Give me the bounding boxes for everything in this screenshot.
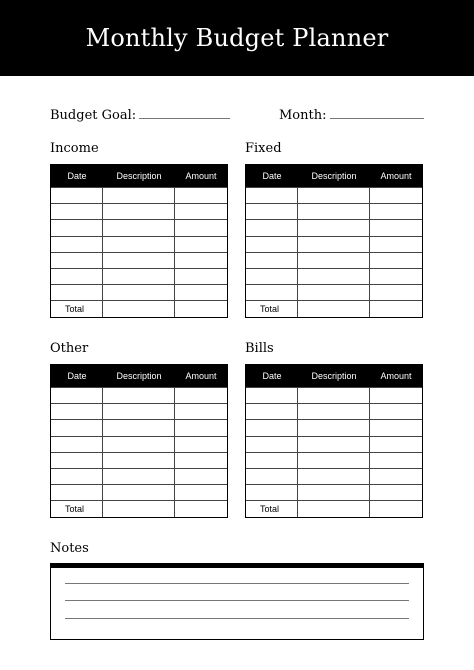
table-row[interactable] xyxy=(51,403,227,419)
table-header xyxy=(246,165,422,187)
table-row[interactable] xyxy=(246,484,422,500)
fixed-table xyxy=(245,164,423,318)
table-row[interactable] xyxy=(51,284,227,300)
budget-goal-field[interactable] xyxy=(50,108,230,123)
budget-goal-label: Budget Goal: xyxy=(50,108,137,123)
col-amount: Amount xyxy=(185,171,217,181)
table-row[interactable] xyxy=(51,252,227,268)
notes-line[interactable] xyxy=(65,618,409,619)
header-banner xyxy=(0,0,474,76)
col-description: Description xyxy=(116,371,162,381)
table-row[interactable] xyxy=(51,387,227,403)
table-row[interactable] xyxy=(246,403,422,419)
month-field[interactable] xyxy=(279,108,424,123)
month-label: Month: xyxy=(279,108,327,123)
table-row[interactable] xyxy=(246,468,422,484)
total-row[interactable] xyxy=(51,500,227,516)
table-row[interactable] xyxy=(51,484,227,500)
income-title: Income xyxy=(50,141,99,156)
table-row[interactable] xyxy=(51,236,227,252)
page-title: Monthly Budget Planner xyxy=(85,24,389,52)
notes-line[interactable] xyxy=(65,583,409,584)
table-row[interactable] xyxy=(246,252,422,268)
bills-table xyxy=(245,364,423,518)
table-row[interactable] xyxy=(51,468,227,484)
table-row[interactable] xyxy=(51,203,227,219)
table-row[interactable] xyxy=(51,219,227,235)
other-title: Other xyxy=(50,341,89,356)
table-row[interactable] xyxy=(246,436,422,452)
col-date: Date xyxy=(262,171,282,181)
income-table xyxy=(50,164,228,318)
total-label: Total xyxy=(51,501,103,516)
table-row[interactable] xyxy=(51,187,227,203)
fixed-title: Fixed xyxy=(245,141,282,156)
table-row[interactable] xyxy=(51,452,227,468)
col-date: Date xyxy=(67,171,87,181)
total-label: Total xyxy=(246,501,298,516)
notes-title: Notes xyxy=(50,541,89,556)
table-row[interactable] xyxy=(246,219,422,235)
total-label: Total xyxy=(246,301,298,316)
table-header xyxy=(51,165,227,187)
month-line[interactable] xyxy=(330,117,425,119)
table-row[interactable] xyxy=(246,419,422,435)
col-amount: Amount xyxy=(185,371,217,381)
col-date: Date xyxy=(262,371,282,381)
notes-line[interactable] xyxy=(65,600,409,601)
table-row[interactable] xyxy=(246,268,422,284)
notes-box[interactable] xyxy=(50,563,424,640)
table-row[interactable] xyxy=(246,284,422,300)
bills-title: Bills xyxy=(245,341,274,356)
table-row[interactable] xyxy=(246,452,422,468)
col-description: Description xyxy=(116,171,162,181)
total-row[interactable] xyxy=(246,300,422,316)
table-header xyxy=(51,365,227,387)
other-table xyxy=(50,364,228,518)
col-amount: Amount xyxy=(380,371,412,381)
table-row[interactable] xyxy=(51,268,227,284)
total-row[interactable] xyxy=(246,500,422,516)
col-description: Description xyxy=(311,171,357,181)
table-header xyxy=(246,365,422,387)
total-row[interactable] xyxy=(51,300,227,316)
col-date: Date xyxy=(67,371,87,381)
total-label: Total xyxy=(51,301,103,316)
table-row[interactable] xyxy=(51,436,227,452)
table-row[interactable] xyxy=(246,236,422,252)
table-row[interactable] xyxy=(246,203,422,219)
col-description: Description xyxy=(311,371,357,381)
col-amount: Amount xyxy=(380,171,412,181)
table-row[interactable] xyxy=(246,187,422,203)
table-row[interactable] xyxy=(246,387,422,403)
table-row[interactable] xyxy=(51,419,227,435)
budget-goal-line[interactable] xyxy=(139,117,230,119)
